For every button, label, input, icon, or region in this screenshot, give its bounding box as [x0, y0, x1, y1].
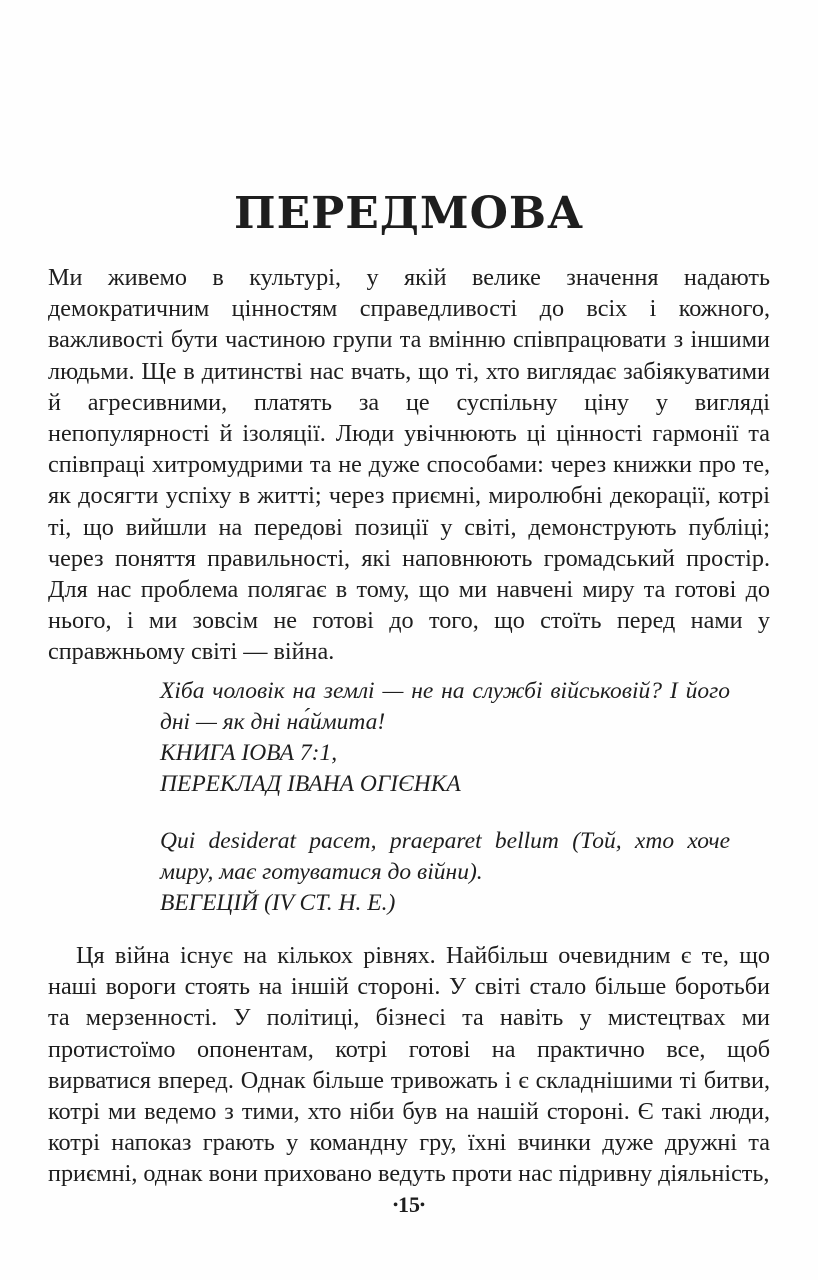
page-number [0, 1190, 818, 1221]
page-number-value: 15 [398, 1192, 420, 1217]
body-paragraph-2: Ця війна існує на кількох рівнях. Найбільш очевидним є те, що наші вороги стоять на іншій стороні. У світі стало більше боротьби та мерзенності. У політиці, бізнесі та навіть у мистецтвах ми протистоїмо опонентам, котрі готові на практично все, щоб вирватися вперед. Однак більше тривожать і є складнішими ті битви, котрі ми ведемо з тими, хто ніби був на нашій стороні. Є такі люди, котрі напоказ грають у командну гру, їхні вчинки дуже дружні та приємні, однак вони приховано ведуть проти нас підривну діяльність, [48, 942, 770, 1188]
epigraph-quote: Хіба чоловік на землі — не на службі військовій? І його дні — як дні на́ймита! [160, 678, 730, 735]
body-paragraph-1: Ми живемо в культурі, у якій велике значення надають демократичним цінностям справедливості до всіх і кожного, важливості бути частиною групи та вмінню співпрацювати з іншими людьми. Ще в дитинстві нас вчать, що ті, хто виглядає забіякуватими й агресивними, платять за це суспільну ціну у вигляді непопулярності й ізоляції. Люди увічнюють ці цінності гармонії та співпраці хитромудрими та не дуже способами: через книжки про те, як досягти успіху в житті; через приємні, миролюбні декорації, котрі ті, що вийшли на передові позиції у світі, демонструють публіці; через поняття правильності, які наповнюють громадський простір. Для нас проблема полягає в тому, що ми навчені миру та готові до нього, і ми зовсім не готові до того, що стоїть перед нами у справжньому світі — війна. [48, 264, 770, 666]
epigraph-source-translator: ПЕРЕКЛАД ІВАНА ОГІЄНКА [160, 771, 461, 797]
epigraph-vegetius [160, 826, 730, 919]
epigraph-quote: Qui desiderat pacem, praeparet bellum (Той, хто хоче миру, має готуватися до війни). [160, 828, 730, 885]
bullet-ornament-icon: • [393, 1198, 398, 1213]
epigraph-job [160, 676, 730, 800]
chapter-title: ПЕРЕДМОВА [234, 188, 584, 239]
bullet-ornament-icon: • [420, 1198, 425, 1213]
epigraph-source: ВЕГЕЦІЙ (IV СТ. Н. Е.) [160, 890, 396, 916]
epigraph-source: КНИГА ІОВА 7:1, [160, 740, 338, 766]
